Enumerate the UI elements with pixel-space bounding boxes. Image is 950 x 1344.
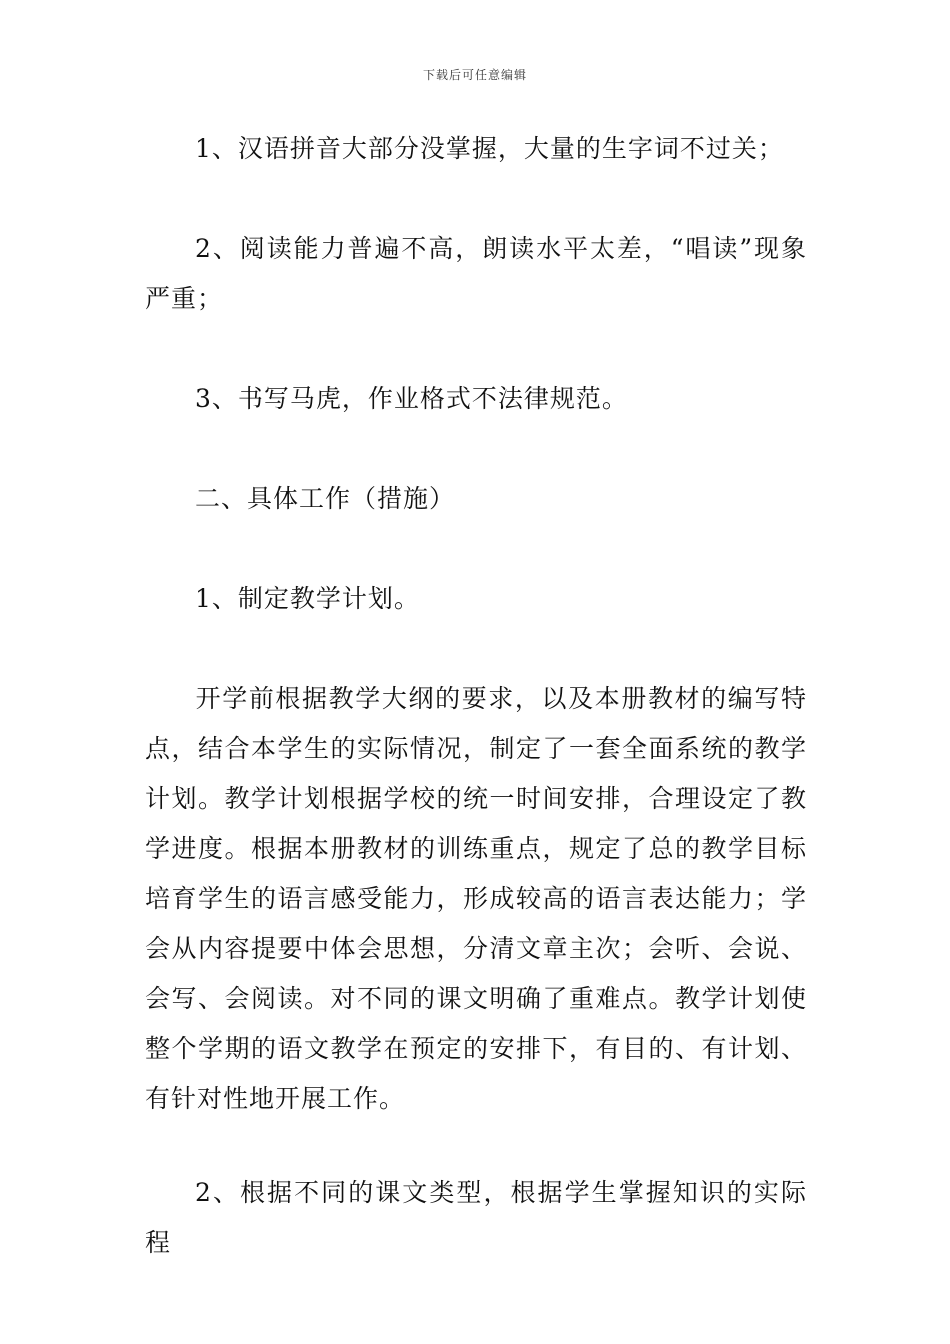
paragraph-3 — [145, 374, 807, 424]
paragraph-text: 开学前根据教学大纲的要求，以及本册教材的编写特点，结合本学生的实际情况，制定了一套全面系统的教学计划。教学计划根据学校的统一时间安排，合理设定了教学进度。根据本册教材的训练重点，规定了总的教学目标培育学生的语言感受能力，形成较高的语言表达能力；学会从内容提要中体会思想，分清文章主次；会听、会说、会写、会阅读。对不同的课文明确了重难点。教学计划使整个学期的语文教学在预定的安排下，有目的、有计划、有针对性地开展工作。 — [145, 684, 807, 1113]
paragraph-2 — [145, 224, 807, 324]
heading-text: 二、具体工作（措施） — [195, 484, 456, 513]
paragraph-text: 2、阅读能力普遍不高，朗读水平太差，“唱读”现象严重； — [145, 234, 807, 313]
paragraph-1 — [145, 124, 807, 174]
subsection-heading — [145, 574, 807, 624]
paragraph-text: 1、汉语拼音大部分没掌握，大量的生字词不过关； — [195, 134, 784, 163]
paragraph-last — [145, 1168, 807, 1268]
paragraph-text: 2、根据不同的课文类型，根据学生掌握知识的实际程 — [145, 1178, 807, 1257]
section-heading — [145, 474, 807, 524]
heading-text: 1、制定教学计划。 — [195, 584, 420, 613]
paragraph-text: 3、书写马虎，作业格式不法律规范。 — [195, 384, 628, 413]
header-note: 下载后可任意编辑 — [422, 68, 527, 82]
paragraph-body — [145, 674, 807, 1124]
